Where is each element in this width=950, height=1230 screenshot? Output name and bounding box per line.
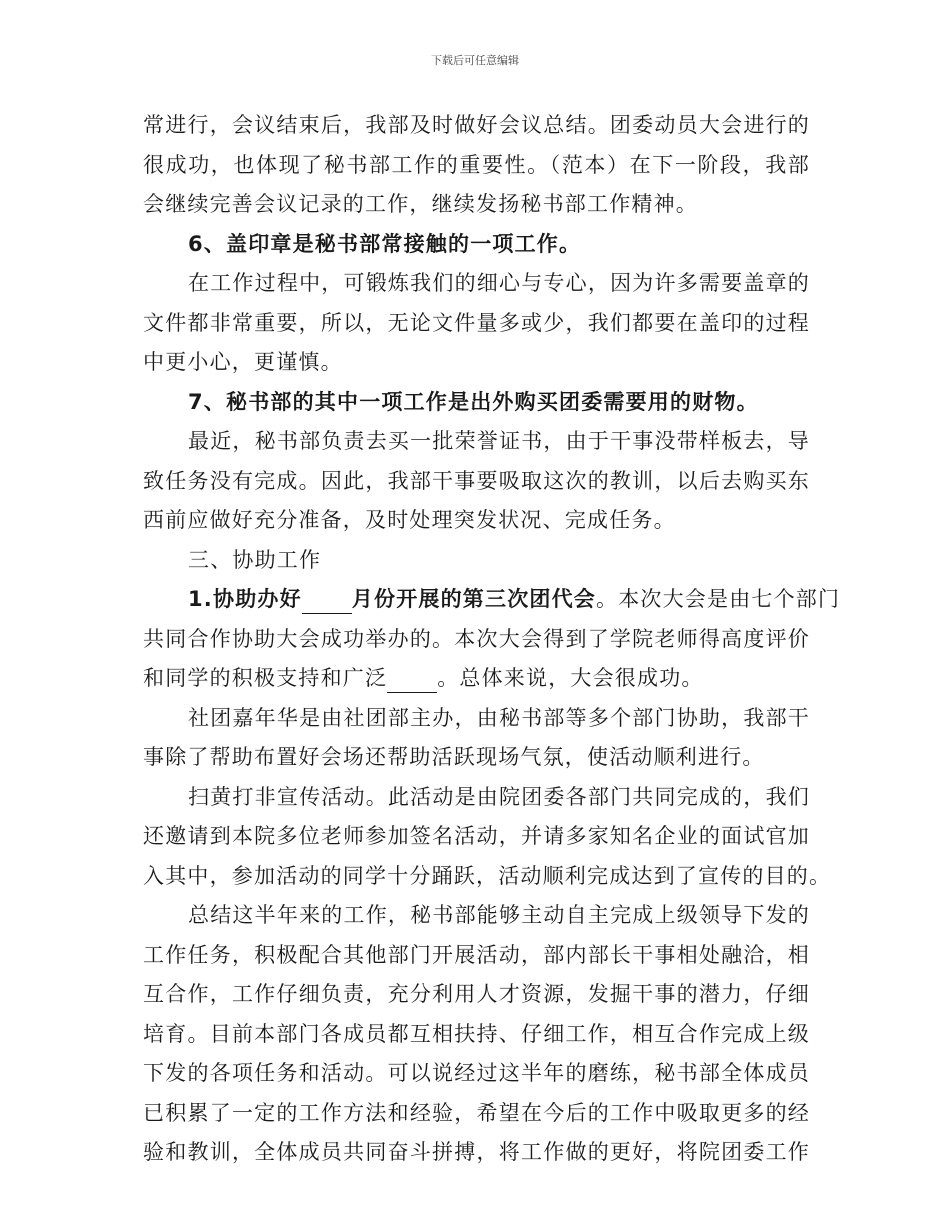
text-line: 中更小心，更谨慎。 [143,350,343,374]
section-title: 三、协助工作 [188,547,322,572]
text-line: 入其中，参加活动的同学十分踊跃，活动顺利完成达到了宣传的目的。 [143,863,832,888]
text-segment: 和同学的积极支持和广泛 [143,666,388,690]
blank-underline [302,587,352,614]
section-heading: 7、秘书部的其中一项工作是出外购买团委需要用的财物。 [188,389,759,414]
text-line: 扫黄打非宣传活动。此活动是由院团委各部门共同完成的，我们 [188,784,810,809]
item-prefix: 1.协助办好 [188,587,302,611]
text-line [143,659,810,699]
text-line: 还邀请到本院多位老师参加签名活动，并请多家知名企业的面试官加 [143,824,810,848]
text-line: 社团嘉年华是由社团部主办，由秘书部等多个部门协助，我部干 [188,705,810,730]
text-line: 会继续完善会议记录的工作，继续发扬秘书部工作精神。 [143,192,698,216]
text-line: 很成功，也体现了秘书部工作的重要性。（范本）在下一阶段，我部 [143,152,810,177]
item-rest: 。本次大会是由七个部门 [596,587,841,611]
section-heading: 6、盖印章是秘书部常接触的一项工作。 [188,231,582,256]
text-line: 最近，秘书部负责去买一批荣誉证书，由于干事没带样板去，导 [188,429,810,453]
text-line: 文件都非常重要，所以，无论文件量多或少，我们都要在盖印的过程 [143,310,810,335]
document-body [143,106,841,1173]
text-line: 常进行，会议结束后，我部及时做好会议总结。团委动员大会进行的 [143,113,810,137]
text-line: 互合作，工作仔细负责，充分利用人才资源，发掘干事的潜力，仔细 [143,982,810,1006]
text-line: 致任务没有完成。因此，我部干事要吸取这次的教训，以后去购买东 [143,468,810,493]
item-suffix: 月份开展的第三次团代会 [351,587,596,611]
text-line: 培育。目前本部门各成员都互相扶持、仔细工作，相互合作完成上级 [143,1021,810,1046]
list-item-line [143,580,841,620]
text-line: 验和教训，全体成员共同奋斗拼搏，将工作做的更好，将院团委工作 [143,1140,810,1164]
text-line: 西前应做好充分准备，及时处理突发状况、完成任务。 [143,508,676,532]
text-line: 已积累了一定的工作方法和经验，希望在今后的工作中吸取更多的经 [143,1100,810,1125]
text-line: 共同合作协助大会成功举办的。本次大会得到了学院老师得高度评价 [143,626,810,651]
text-line: 事除了帮助布置好会场还帮助活跃现场气氛，使活动顺利进行。 [143,745,765,769]
text-line: 下发的各项任务和活动。可以说经过这半年的磨练，秘书部全体成员 [143,1061,810,1085]
text-line: 在工作过程中，可锻炼我们的细心与专心，因为许多需要盖章的 [188,271,810,295]
text-line: 总结这半年来的工作，秘书部能够主动自主完成上级领导下发的 [188,903,810,927]
blank-underline [387,666,437,693]
text-line: 工作任务，积极配合其他部门开展活动，部内部长干事相处融洽，相 [143,942,810,967]
page-header: 下载后可任意编辑 [431,54,519,67]
text-segment: 。总体来说，大会很成功。 [437,666,704,690]
